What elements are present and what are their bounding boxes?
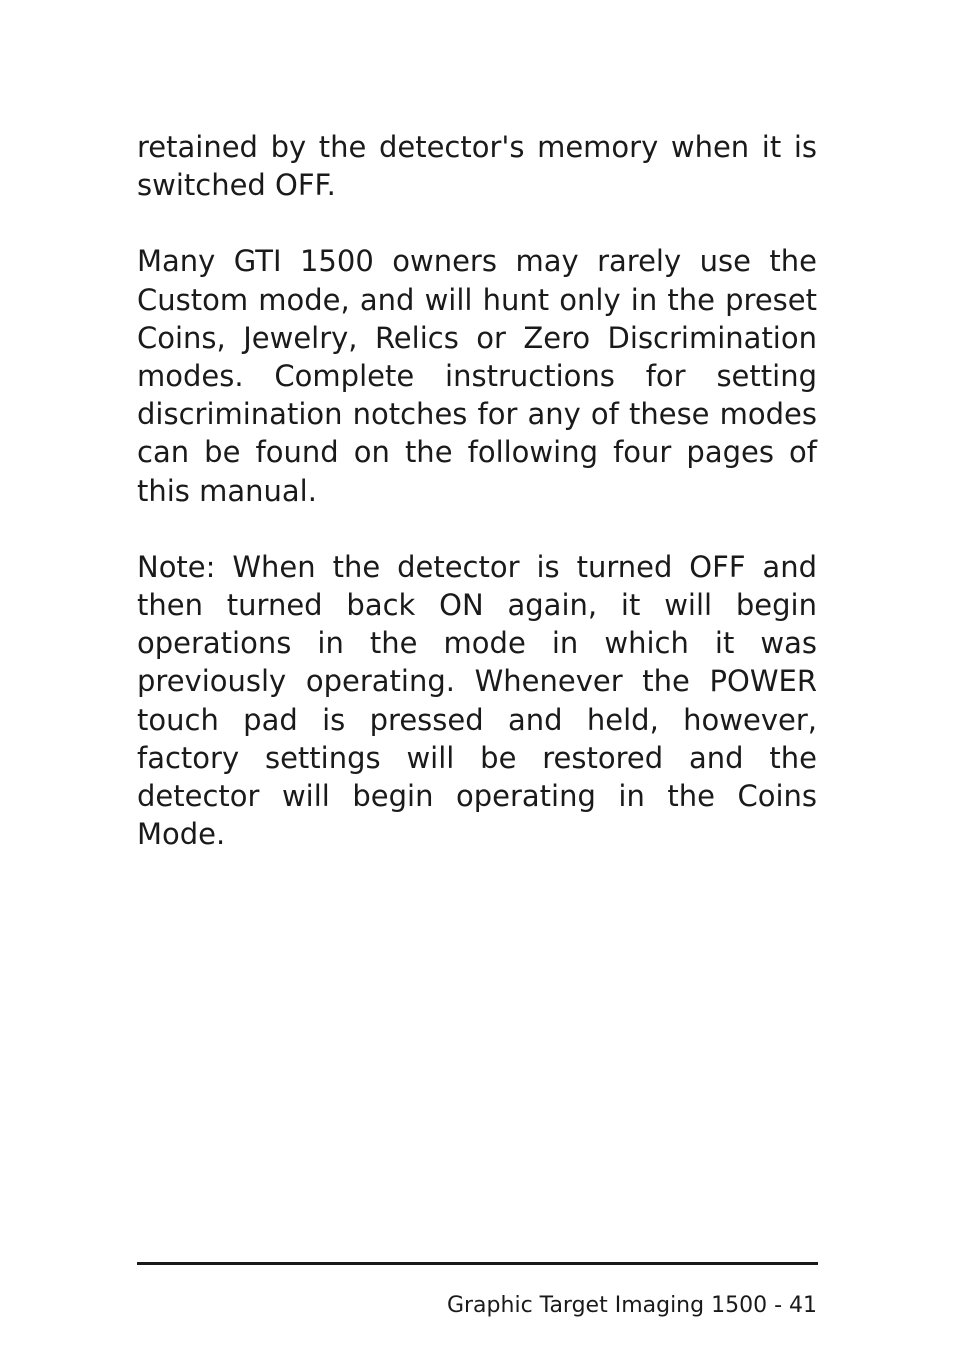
paragraph-custom-mode: Many GTI 1500 owners may rarely use the Custom mode, and will hunt only in the preset Coins, Jewelry, Relics or Zero Discrimination modes. Complete instructions for setting discrimination notches for any of these modes can be found on the following four pages of this manual.: [137, 244, 817, 508]
footer-divider: [137, 1262, 818, 1265]
page-body: [137, 128, 817, 853]
paragraph-power-note: Note: When the detector is turned OFF and then turned back ON again, it will begin operations in the mode in which it was previously operating. Whenever the POWER touch pad is pressed and held, however, factory settings will be restored and the detector will begin operating in the Coins Mode.: [137, 549, 817, 852]
paragraph-memory-retention: retained by the detector's memory when it is switched OFF.: [137, 130, 817, 203]
page-footer: Graphic Target Imaging 1500 - 41: [446, 1293, 817, 1318]
